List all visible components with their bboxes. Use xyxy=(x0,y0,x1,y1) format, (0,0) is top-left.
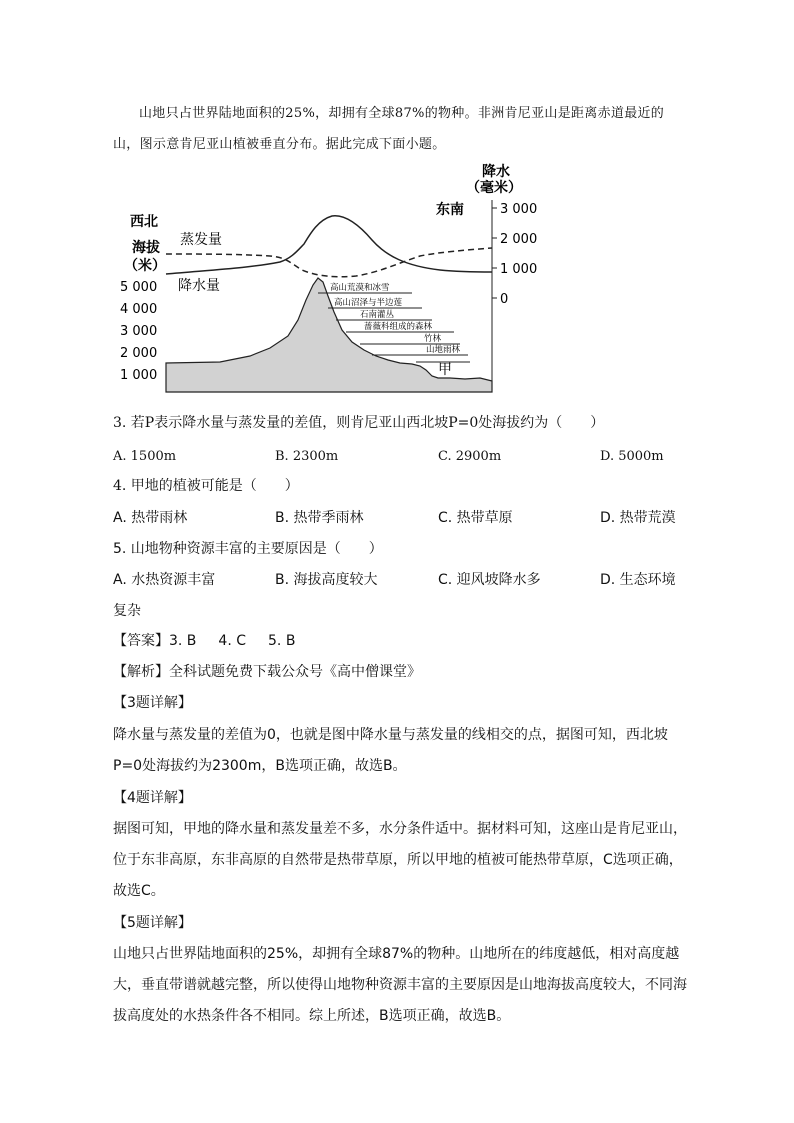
analysis-label: 【解析】 xyxy=(113,664,169,680)
evaporation-curve xyxy=(166,248,492,277)
q4-option-d: D. 热带荒漠 xyxy=(600,510,676,526)
right-tick: 3 000 xyxy=(500,202,538,217)
q5-option-d-continued: 复杂 xyxy=(113,603,141,619)
answer-label: 【答案】 xyxy=(113,633,169,649)
answer-item: 3. B xyxy=(169,633,197,649)
evaporation-label: 蒸发量 xyxy=(180,232,222,248)
answer-block xyxy=(113,626,688,657)
analysis-text: 全科试题免费下载公众号《高中僧课堂》 xyxy=(169,664,421,680)
analysis-block xyxy=(113,657,688,688)
q5-option-a: A. 水热资源丰富 xyxy=(113,572,216,588)
right-label-precip: 降水 xyxy=(482,164,510,180)
left-tick: 1 000 xyxy=(120,368,158,383)
question-3-stem: 3. 若P表示降水量与蒸发量的差值，则肯尼亚山西北坡P=0处海拔约为（ ） xyxy=(113,415,605,431)
right-tick: 2 000 xyxy=(500,232,538,247)
q5-option-b: B. 海拔高度较大 xyxy=(275,572,378,588)
q3-option-d: D. 5000m xyxy=(600,449,664,464)
left-tick: 5 000 xyxy=(120,280,158,295)
right-tick: 1 000 xyxy=(500,262,538,277)
question-5-stem: 5. 山地物种资源丰富的主要原因是（ ） xyxy=(113,541,383,557)
jia-label: 甲 xyxy=(438,362,452,378)
detail-3-text: 降水量与蒸发量的差值为0，也就是图中降水量与蒸发量的线相交的点，据图可知，西北坡P=0处海拔约为2300m，B选项正确，故选B。 xyxy=(113,727,668,774)
question-4-stem: 4. 甲地的植被可能是（ ） xyxy=(113,478,299,494)
zone-label: 竹林 xyxy=(424,334,442,344)
q3-option-a: A. 1500m xyxy=(113,449,177,464)
q3-option-c: C. 2900m xyxy=(438,449,502,464)
right-label-unit: （毫米） xyxy=(466,180,522,196)
mountain-profile-figure xyxy=(120,160,540,400)
zone-label: 高山荒漠和冰雪 xyxy=(330,283,390,293)
zone-label: 石南灌丛 xyxy=(360,310,395,320)
left-label-northwest: 西北 xyxy=(130,214,158,230)
detail-4-label: 【4题详解】 xyxy=(113,790,192,806)
q5-option-c: C. 迎风坡降水多 xyxy=(438,572,541,588)
intro-paragraph: 山地只占世界陆地面积的25%，却拥有全球87%的物种。非洲肯尼亚山是距离赤道最近的山，图示意肯尼亚山植被垂直分布。据此完成下面小题。 xyxy=(113,106,665,152)
q5-option-d: D. 生态环境 xyxy=(600,572,676,588)
answer-item: 5. B xyxy=(268,633,296,649)
left-label-unit: （米） xyxy=(124,258,166,274)
q3-option-b: B. 2300m xyxy=(275,449,339,464)
zone-label: 蔷薇科组成的森林 xyxy=(364,322,433,332)
detail-5-label: 【5题详解】 xyxy=(113,915,192,931)
left-tick: 3 000 xyxy=(120,324,158,339)
left-tick: 2 000 xyxy=(120,346,158,361)
detail-4-text: 据图可知，甲地的降水量和蒸发量差不多，水分条件适中。据材料可知，这座山是肯尼亚山，位于东非高原，东非高原的自然带是热带草原，所以甲地的植被可能热带草原，C选项正确，故选C。 xyxy=(113,821,687,899)
right-tick: 0 xyxy=(500,292,509,307)
detail-5-text: 山地只占世界陆地面积的25%，却拥有全球87%的物种。山地所在的纬度越低，相对高度越大，垂直带谱就越完整，所以使得山地物种资源丰富的主要原因是山地海拔高度较大，不同海拔高度处的水热条件各不相同。综上所述，B选项正确，故选B。 xyxy=(113,946,687,1024)
q4-option-b: B. 热带季雨林 xyxy=(275,510,364,526)
right-label-southeast: 东南 xyxy=(436,202,464,218)
left-tick: 4 000 xyxy=(120,302,158,317)
left-label-altitude: 海拔 xyxy=(132,240,160,256)
q4-option-c: C. 热带草原 xyxy=(438,510,513,526)
q4-option-a: A. 热带雨林 xyxy=(113,510,188,526)
precipitation-label: 降水量 xyxy=(178,278,220,294)
answer-item: 4. C xyxy=(218,633,247,649)
zone-label: 山地雨林 xyxy=(426,345,461,355)
detail-3-label: 【3题详解】 xyxy=(113,695,192,711)
zone-label: 高山沼泽与半边莲 xyxy=(334,298,403,308)
